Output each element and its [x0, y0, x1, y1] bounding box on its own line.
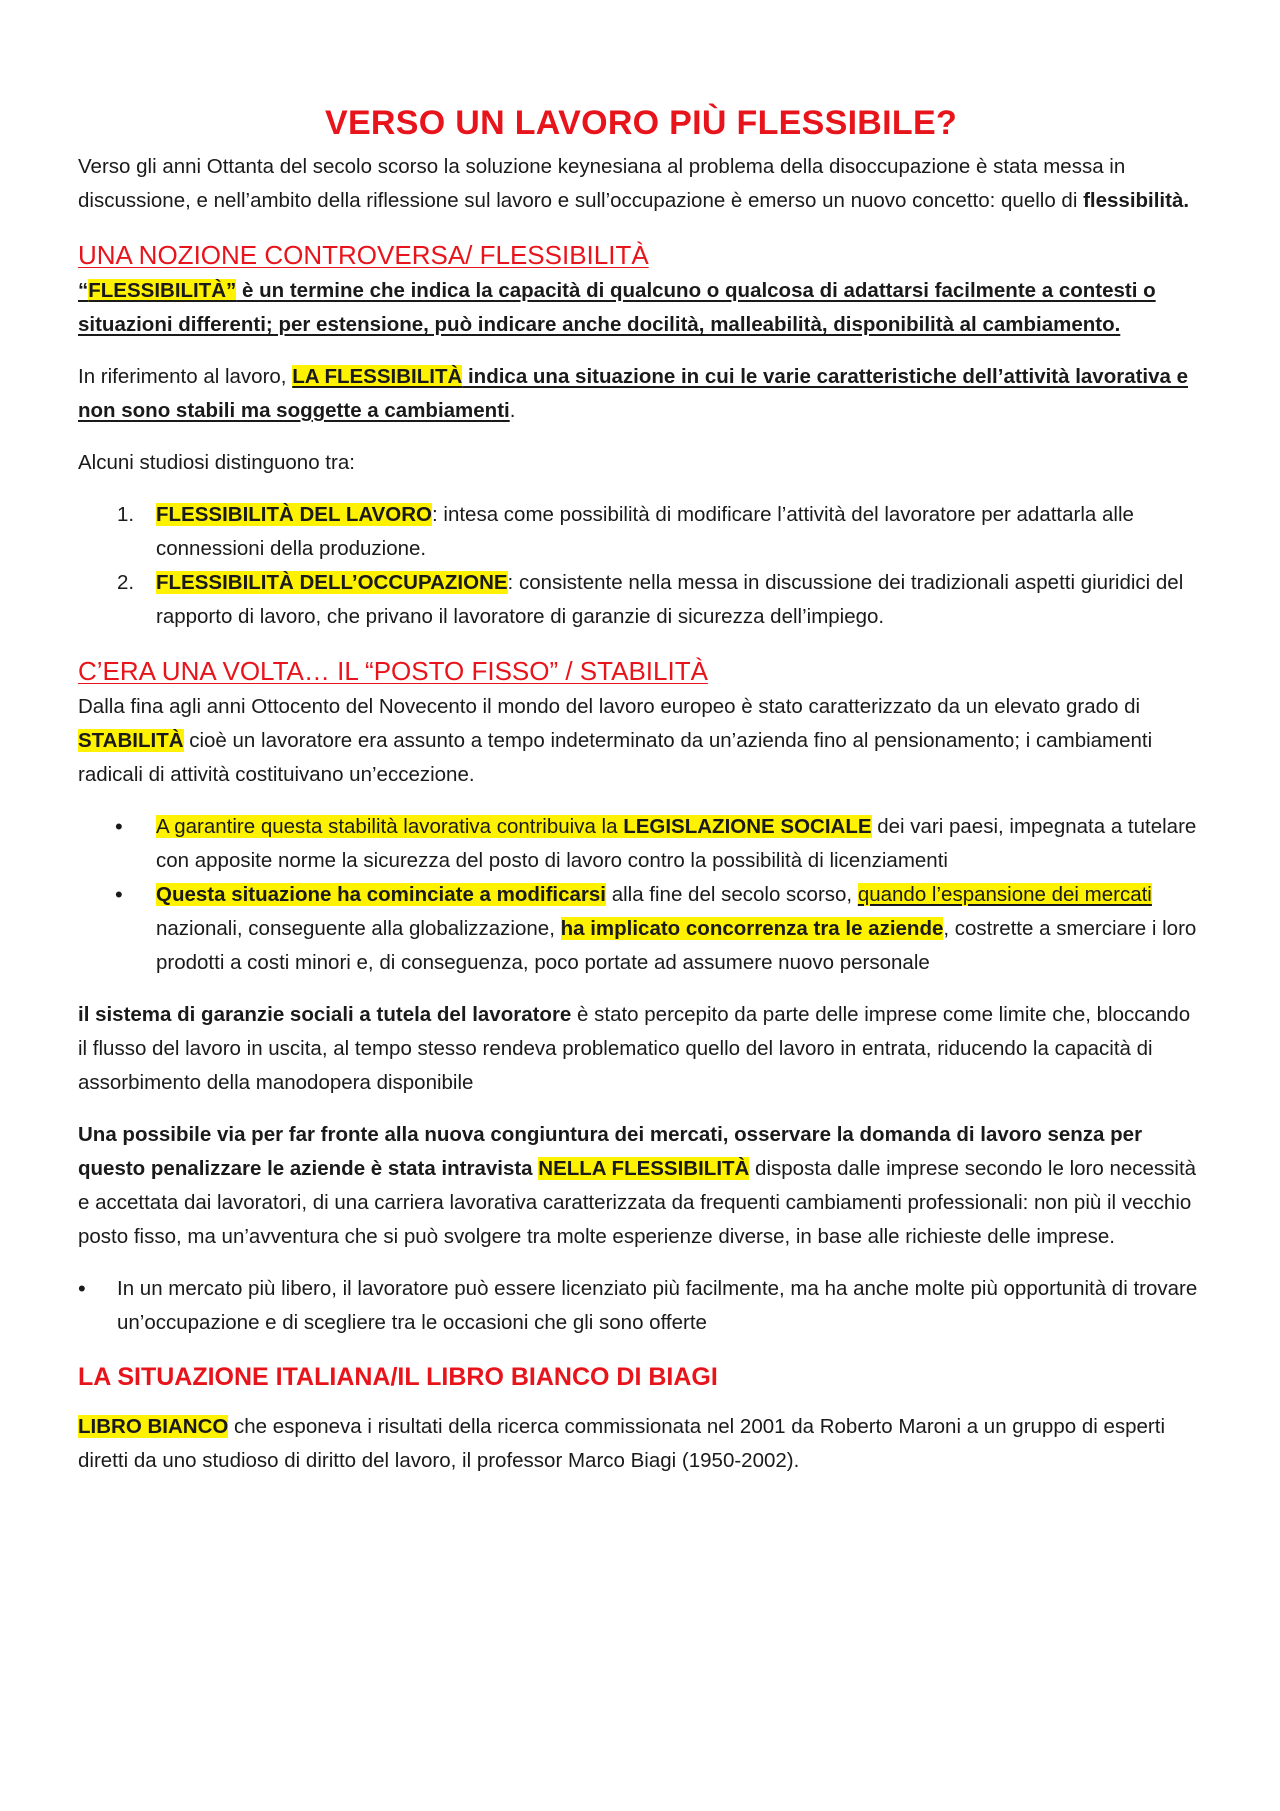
- scholars-paragraph: Alcuni studiosi distinguono tra:: [78, 451, 355, 474]
- guarantees-paragraph: il sistema di garanzie sociali a tutela del lavoratore è stato percepito da parte delle imprese come limite che, bloccando il flusso del lavoro in uscita, al tempo stesso rendeva problematico quello del lavoro in entrata, riducendo la capacità di assorbimento della manodopera disponibile: [78, 1003, 1191, 1094]
- list-item: • Questa situazione ha cominciate a modificarsi alla fine del secolo scorso, quando l’espansione dei mercati nazionali, conseguente alla globalizzazione, ha implicato concorrenza tra le aziende, costrette a smerciare i loro prodotti a costi minori e, di conseguenza, poco portate ad assumere nuovo personale: [78, 878, 1204, 980]
- libro-bianco-paragraph: LIBRO BIANCO che esponeva i risultati della ricerca commissionata nel 2001 da Roberto Maroni a un gruppo di esperti diretti da uno studioso di diritto del lavoro, il professor Marco Biagi (1950-2002).: [78, 1415, 1166, 1472]
- highlight-term: FLESSIBILITÀ DEL LAVORO: [156, 503, 432, 526]
- bullet-list: [78, 1272, 1204, 1340]
- highlight-term: FLESSIBILITÀ DELL’OCCUPAZIONE: [156, 571, 508, 594]
- list-item: • A garantire questa stabilità lavorativa contribuiva la LEGISLAZIONE SOCIALE dei vari paesi, impegnata a tutelare con apposite norme la sicurezza del posto di lavoro contro la possibilità di licenziamenti: [78, 810, 1204, 878]
- list-item: 1. FLESSIBILITÀ DEL LAVORO: intesa come possibilità di modificare l’attività del lavoratore per adattarla alle connessioni della produzione.: [117, 503, 1134, 560]
- highlight-term: FLESSIBILITÀ”: [88, 279, 237, 302]
- highlight-term: NELLA FLESSIBILITÀ: [538, 1157, 750, 1180]
- work-paragraph: In riferimento al lavoro, LA FLESSIBILITÀ indica una situazione in cui le varie caratteristiche dell’attività lavorativa e non sono stabili ma soggette a cambiamenti.: [78, 365, 1189, 422]
- intro-paragraph: Verso gli anni Ottanta del secolo scorso la soluzione keynesiana al problema della disoccupazione è stata messa in discussione, e nell’ambito della riflessione sul lavoro e sull’occupazione è emerso un nuovo concetto: quello di flessibilità.: [78, 155, 1190, 212]
- list-item: 2. FLESSIBILITÀ DELL’OCCUPAZIONE: consistente nella messa in discussione dei tradizionali aspetti giuridici del rapporto di lavoro, che privano il lavoratore di garanzie di sicurezza dell’impiego.: [117, 571, 1184, 628]
- numbered-list: [78, 498, 1204, 634]
- highlight-term: quando l’espansione dei mercati: [857, 883, 1152, 906]
- bullet-icon: •: [115, 882, 123, 907]
- section-heading-flessibilita: UNA NOZIONE CONTROVERSA/ FLESSIBILITÀ: [78, 240, 649, 270]
- bullet-icon: •: [78, 1276, 86, 1301]
- bullet-list: [78, 810, 1204, 980]
- bullet-icon: •: [115, 814, 123, 839]
- highlight-term: STABILITÀ: [78, 729, 184, 752]
- highlight-term: LEGISLAZIONE SOCIALE: [623, 815, 872, 838]
- highlight-term: LA FLESSIBILITÀ: [292, 365, 463, 388]
- definition-paragraph: “FLESSIBILITÀ” è un termine che indica la capacità di qualcuno o qualcosa di adattarsi facilmente a contesti o situazioni differenti; per estensione, può indicare anche docilità, malleabilità, disponibilità al cambiamento.: [78, 279, 1156, 336]
- section-heading-libro-bianco: LA SITUAZIONE ITALIANA/IL LIBRO BIANCO DI BIAGI: [78, 1363, 718, 1391]
- highlight-term: Questa situazione ha cominciate a modificarsi: [156, 883, 606, 906]
- highlight-term: LIBRO BIANCO: [78, 1415, 229, 1438]
- highlight-term: ha implicato concorrenza tra le aziende: [560, 917, 944, 940]
- section-heading-stabilita: C’ERA UNA VOLTA… IL “POSTO FISSO” / STABILITÀ: [78, 656, 708, 686]
- solution-paragraph: Una possibile via per far fronte alla nuova congiuntura dei mercati, osservare la domanda di lavoro senza per questo penalizzare le aziende è stata intravista NELLA FLESSIBILITÀ disposta dalle imprese secondo le loro necessità e accettata dai lavoratori, di una carriera lavorativa caratterizzata da frequenti cambiamenti professionali: non più il vecchio posto fisso, ma un’avventura che si può svolgere tra molte esperienze diverse, in base alle richieste delle imprese.: [78, 1123, 1197, 1248]
- stability-paragraph: Dalla fina agli anni Ottocento del Novecento il mondo del lavoro europeo è stato caratterizzato da un elevato grado di STABILITÀ cioè un lavoratore era assunto a tempo indeterminato da un’azienda fino al pensionamento; i cambiamenti radicali di attività costituivano un’eccezione.: [78, 695, 1153, 786]
- list-item: • In un mercato più libero, il lavoratore può essere licenziato più facilmente, ma ha anche molte più opportunità di trovare un’occupazione e di scegliere tra le occasioni che gli sono offerte: [78, 1272, 1204, 1340]
- page-title: VERSO UN LAVORO PIÙ FLESSIBILE?: [324, 104, 958, 142]
